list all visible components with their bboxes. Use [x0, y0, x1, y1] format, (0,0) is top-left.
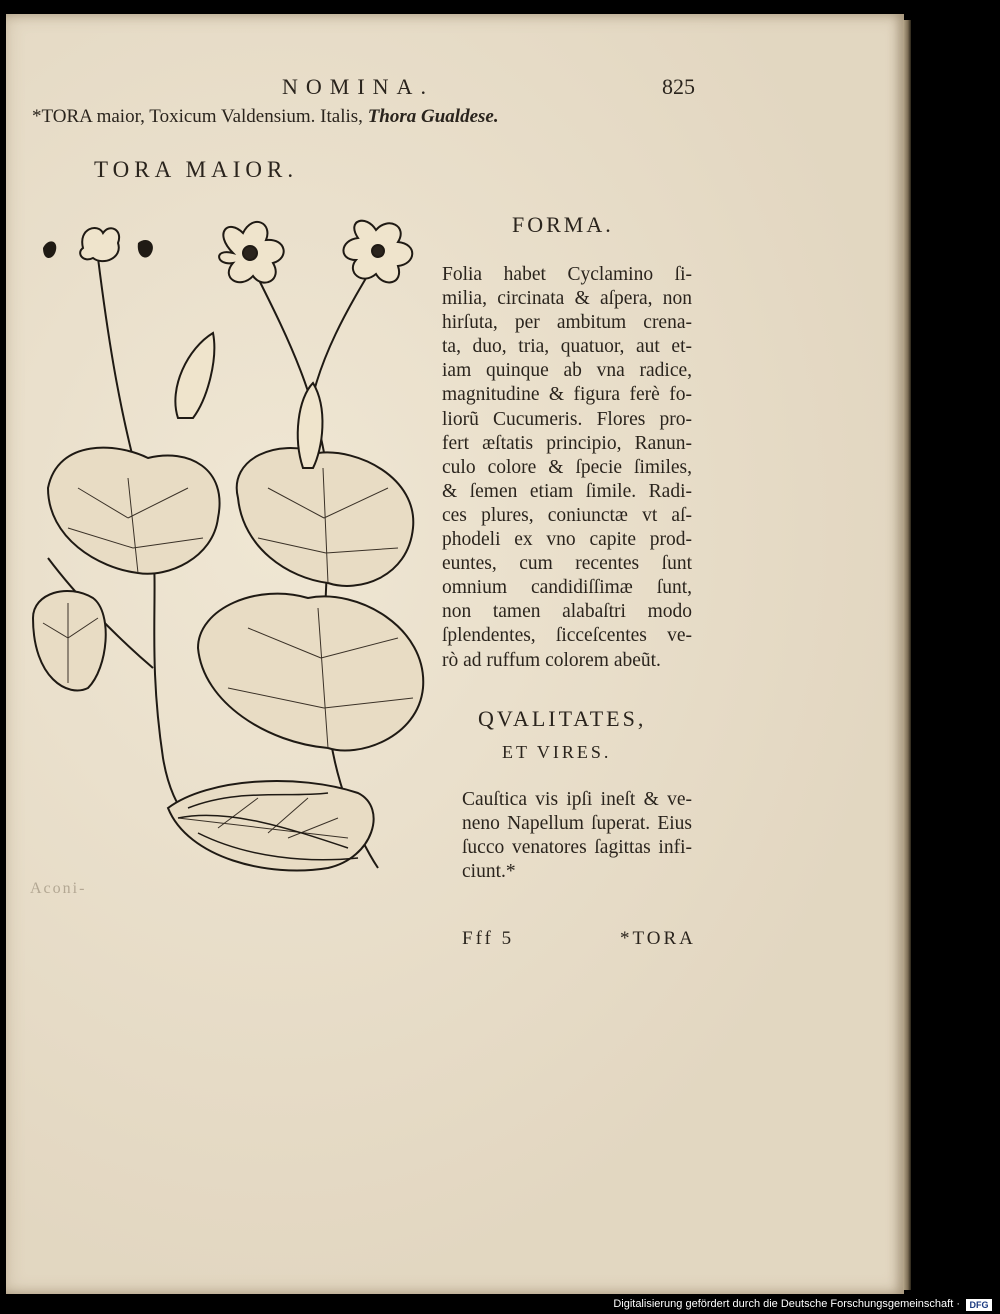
text-line: & ſemen etiam ſimile. Radi-: [442, 480, 692, 502]
seed-head: [43, 241, 56, 258]
text-line: ta, duo, tria, quatuor, aut et-: [442, 336, 692, 358]
flower: [343, 221, 412, 283]
text-line: phodeli ex vno capite prod-: [442, 529, 692, 551]
leaf: [33, 591, 106, 691]
text-line: milia, circinata & aſpera, non: [442, 288, 692, 310]
text-line: omnium candidiſſimæ ſunt,: [442, 577, 692, 599]
text-line: hirſuta, per ambitum crena-: [442, 312, 692, 334]
text-line: rò ad ruffum colorem abeũt.: [442, 649, 661, 671]
text-line: non tamen alabaſtri modo: [442, 601, 692, 623]
section-heading-qualitates: QVALITATES,: [478, 706, 647, 731]
flower-bud: [80, 228, 119, 261]
signature-mark: Fff 5: [462, 928, 515, 949]
text-line: ſplendentes, ſicceſcentes ve-: [442, 625, 692, 647]
leaf: [198, 594, 423, 751]
plant-title: TORA MAIOR.: [94, 157, 299, 182]
text-line: culo colore & ſpecie ſimiles,: [442, 456, 692, 478]
stem: [153, 548, 188, 818]
stem: [98, 258, 133, 458]
seed-head: [138, 240, 153, 258]
text-line: magnitudine & figura ferè fo-: [442, 384, 692, 406]
catchword: *TORA: [620, 928, 696, 949]
names-line-text: *TORA maior, Toxicum Valdensium. Italis,: [32, 106, 363, 127]
digitization-credit: Digitalisierung gefördert durch die Deutsche Forschungsgemeinschaft ·: [613, 1298, 960, 1310]
text-line: iam quinque ab vna radice,: [442, 360, 692, 382]
page-number: 825: [662, 74, 695, 99]
text-line: ces plures, coniunctæ vt aſ-: [442, 504, 692, 526]
forma-text: [442, 263, 692, 673]
qualitates-text: [462, 788, 692, 884]
text-line: Cauſtica vis ipſi ineſt & ve-: [462, 789, 692, 810]
running-title: NOMINA.: [282, 74, 434, 99]
margin-mark: Aconi-: [30, 880, 87, 897]
section-heading-vires: ET VIRES.: [502, 742, 612, 762]
flower: [219, 222, 284, 283]
text-line: Folia habet Cyclamino ſi-: [442, 264, 692, 285]
leaf: [48, 448, 220, 574]
text-line: ciunt.*: [462, 861, 516, 883]
names-line-italic: Thora Gualdese.: [367, 106, 499, 127]
text-line: liorũ Cucumeris. Flores pro-: [442, 408, 692, 430]
text-line: ſucco venatores ſagittas infi-: [462, 837, 692, 859]
dfg-logo-icon: DFG: [966, 1299, 992, 1311]
flower-bud: [175, 333, 214, 418]
flower-bud: [298, 383, 323, 468]
plant-woodcut-illustration: [28, 218, 438, 898]
text-line: euntes, cum recentes ſunt: [442, 553, 692, 575]
section-heading-forma: FORMA.: [512, 212, 614, 237]
text-line: fert æſtatis principio, Ranun-: [442, 432, 692, 454]
names-line: [32, 106, 499, 128]
page-edge: [903, 20, 911, 1290]
text-line: neno Napellum ſuperat. Eius: [462, 813, 692, 835]
